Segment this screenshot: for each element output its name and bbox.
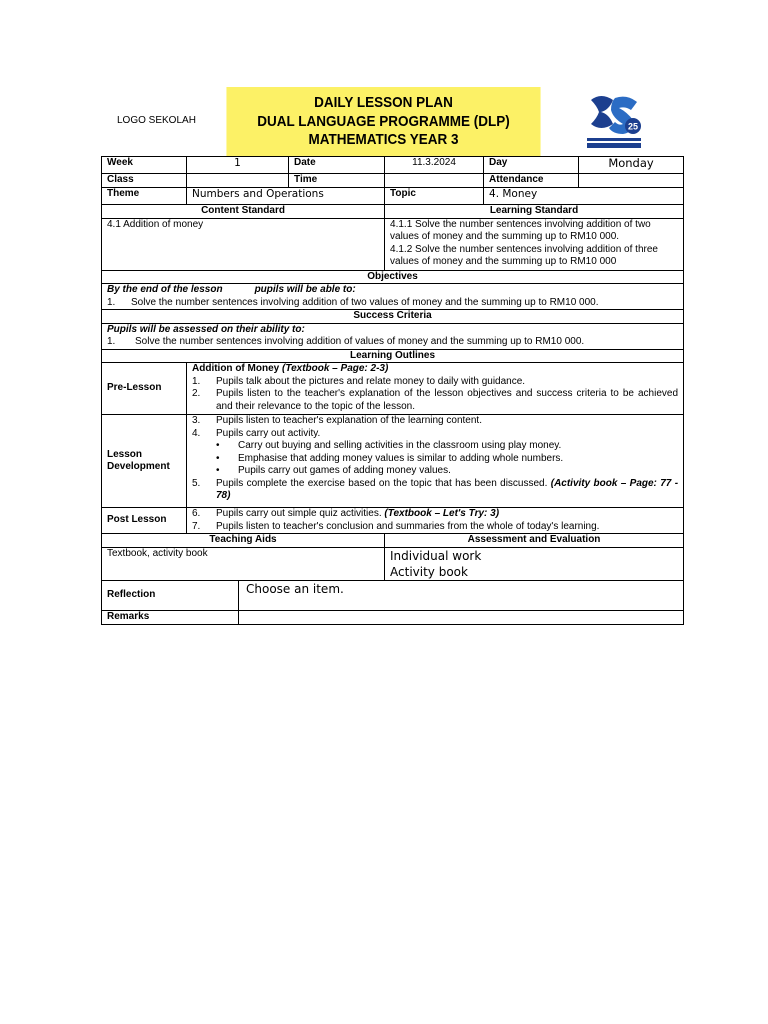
list-item: 1. Pupils talk about the pictures and relate money to daily with guidance. [192, 375, 526, 387]
lesson-development-content [187, 415, 684, 508]
theme-label: Theme [102, 188, 187, 205]
pre-lesson-list [192, 376, 678, 414]
bullet-item: • Emphasise that adding money values is similar to adding whole numbers. [216, 452, 564, 464]
lesson-development-label: Lesson Development [102, 415, 187, 508]
time-label: Time [289, 174, 385, 188]
teaching-aids-value[interactable]: Textbook, activity book [102, 547, 385, 580]
learning-standard-header: Learning Standard [385, 205, 684, 219]
learning-standard-2: 4.1.2 Solve the number sentences involving addition of three values of money and the summing up to RM10 000 [390, 243, 658, 267]
activity-bullet-list [192, 440, 678, 478]
post-lesson-label: Post Lesson [102, 508, 187, 534]
list-item: 7. Pupils listen to teacher's conclusion and summaries from the whole of today's learning. [192, 520, 600, 532]
assessment-cell[interactable] [385, 547, 684, 580]
learning-standard-cell [385, 218, 684, 270]
bullet-icon: • [216, 452, 220, 464]
badge-number: 25 [627, 121, 639, 132]
success-item-number: 1. [107, 336, 116, 347]
title-line-3: MATHEMATICS YEAR 3 [308, 131, 459, 148]
pre-lesson-title: Addition of Money [192, 363, 280, 374]
date-label: Date [289, 157, 385, 174]
learning-standard-1: 4.1.1 Solve the number sentences involving addition of two values of money and the summing up to RM10 000. [390, 218, 651, 242]
post-lesson-content [187, 508, 684, 534]
bullet-item: • Pupils carry out games of adding money values. [216, 465, 451, 476]
title-banner [226, 87, 540, 157]
pre-lesson-content [187, 363, 684, 415]
week-value[interactable]: 1 [187, 157, 289, 174]
anniversary-badge-logo [583, 90, 645, 152]
assessment-item-1: Individual work [390, 548, 482, 563]
week-label: Week [102, 157, 187, 174]
time-value[interactable] [385, 174, 484, 188]
title-line-2: DUAL LANGUAGE PROGRAMME (DLP) [257, 112, 510, 130]
pre-lesson-label: Pre-Lesson [102, 363, 187, 415]
activity-book-reference: (Activity book – Page: 77 - 78) [216, 477, 679, 501]
attendance-label: Attendance [484, 174, 579, 188]
day-value[interactable]: Monday [579, 157, 684, 174]
objective-item-number: 1. [107, 296, 116, 308]
topic-value[interactable]: 4. Money [484, 188, 684, 205]
textbook-reference: (Textbook – Let's Try: 3) [384, 508, 500, 519]
reflection-dropdown[interactable]: Choose an item. [239, 580, 684, 610]
assessment-item-2: Activity book [390, 564, 468, 579]
bullet-icon: • [216, 465, 220, 476]
bullet-item: • Carry out buying and selling activities in the classroom using play money. [216, 440, 562, 451]
class-value[interactable] [187, 174, 289, 188]
objectives-body [102, 284, 684, 310]
remarks-value[interactable] [239, 610, 684, 624]
remarks-label: Remarks [102, 610, 239, 624]
theme-value[interactable]: Numbers and Operations [187, 188, 385, 205]
success-item: Solve the number sentences involving addition of values of money and the summing up to RM10 000. [135, 336, 585, 347]
success-criteria-intro: Pupils will be assessed on their ability to: [107, 323, 305, 335]
objectives-header: Objectives [102, 270, 684, 284]
list-item: 4. Pupils carry out activity. [192, 427, 321, 439]
content-standard-value: 4.1 Addition of money [102, 218, 385, 270]
attendance-value[interactable] [579, 174, 684, 188]
date-value[interactable]: 11.3.2024 [385, 157, 484, 174]
success-criteria-header: Success Criteria [102, 310, 684, 324]
reflection-label: Reflection [102, 580, 239, 610]
list-item: 2. Pupils listen to the teacher's explanation of the lesson objectives and success criteria to be achieved and their relevance to the topic of the lesson. [192, 388, 679, 412]
title-line-1: DAILY LESSON PLAN [314, 94, 453, 111]
lesson-plan-table [101, 156, 684, 625]
list-item: 3. Pupils listen to teacher's explanation of the learning content. [192, 415, 482, 426]
teaching-aids-header: Teaching Aids [102, 534, 385, 548]
list-item: 5. Pupils complete the exercise based on the topic that has been discussed. (Activity book – Page: 77 - 78) [192, 477, 679, 501]
content-standard-header: Content Standard [102, 205, 385, 219]
objective-item: Solve the number sentences involving addition of two values of money and the summing up to RM10 000. [131, 296, 599, 308]
school-logo-placeholder: LOGO SEKOLAH [117, 115, 196, 126]
day-label: Day [484, 157, 579, 174]
success-criteria-body [102, 323, 684, 349]
pre-lesson-reference: (Textbook – Page: 2-3) [282, 363, 389, 374]
objectives-intro-b: pupils will be able to: [254, 284, 356, 295]
objectives-intro-a: By the end of the lesson [107, 284, 223, 295]
learning-outlines-header: Learning Outlines [102, 349, 684, 363]
list-item: 6. Pupils carry out simple quiz activities. (Textbook – Let's Try: 3) [192, 508, 500, 519]
class-label: Class [102, 174, 187, 188]
assessment-header: Assessment and Evaluation [385, 534, 684, 548]
topic-label: Topic [385, 188, 484, 205]
bullet-icon: • [216, 440, 220, 451]
